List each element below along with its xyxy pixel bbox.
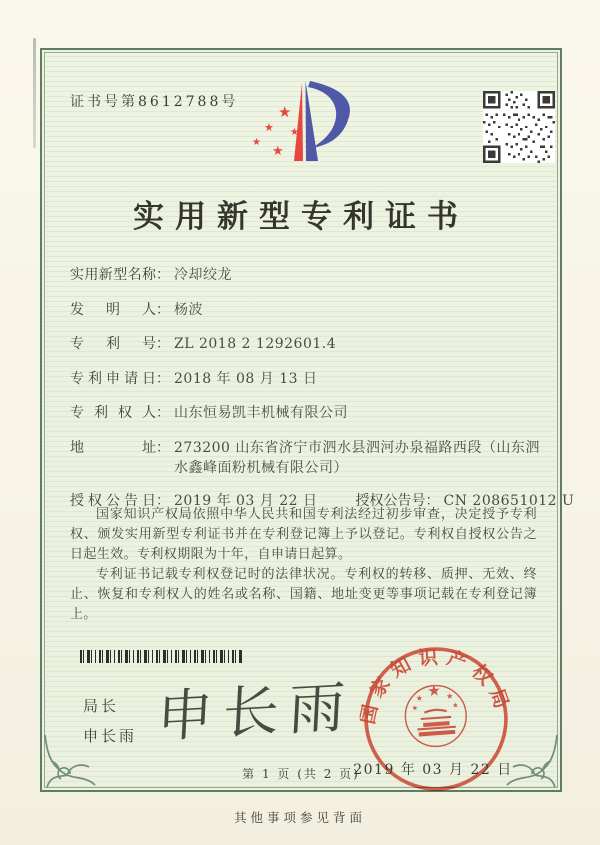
barcode [80,650,242,663]
field-label: 专利申请日 [70,370,156,387]
field-row-address [70,438,540,478]
colon: ： [156,267,170,283]
field-value: 冷却绞龙 [174,267,232,283]
colon: ： [156,439,170,456]
logo-star: ★ [252,137,261,148]
svg-text:★: ★ [445,690,454,701]
colon: ： [156,336,170,352]
logo-star: ★ [278,103,292,121]
national-emblem-icon [403,680,468,749]
field-label: 授权公告日 [70,493,156,509]
colon: ： [156,493,170,509]
colon: ： [156,405,170,421]
seal-org-text: 国家知识产权局 [355,645,516,727]
logo-star: ★ [272,144,284,159]
scan-edge-artifact [33,38,36,148]
field-value: 2019 年 03 月 22 日 [174,493,318,509]
field-value: 山东恒易凯丰机械有限公司 [174,405,348,421]
logo-star: ★ [264,121,274,134]
svg-text:★: ★ [451,700,459,710]
certificate-title: 实用新型专利证书 [133,199,469,235]
field-value: 2018 年 08 月 13 日 [174,370,318,387]
field-value-address [174,438,540,478]
reverse-side-note: 其他事项参见背面 [233,810,366,825]
field-value: ZL 2018 2 1292601.4 [174,336,337,352]
signatory-name: 申长雨 [83,727,138,745]
field-label: 授权公告号 [355,493,426,509]
field-value: CN 208651012 U [443,493,575,509]
field-label: 发明人 [70,301,156,318]
certificate-body [44,52,575,788]
svg-text:★: ★ [415,692,424,704]
field-value: 杨波 [174,301,203,318]
legal-paragraph-2: 专利证书记载专利权登记时的法律状况。专利权的转移、质押、无效、终止、恢复和专利权人的姓名或名称、国籍、地址变更等事项记载在专利登记簿上。 [70,567,537,622]
logo-star: ★ [290,127,299,138]
field-row-filing-date [70,369,537,390]
field-row-patentee [70,403,537,424]
qr-code [483,91,555,163]
svg-text:★: ★ [426,681,442,701]
colon: ： [156,370,170,387]
address-line-1: 273200 山东省济宁市泗水县泗河办泉福路西段（山东泗 [174,439,540,456]
address-line-2: 水鑫峰面粉机械有限公司） [174,459,348,476]
svg-text:★: ★ [411,703,419,713]
cnipa-logo-icon [238,65,374,181]
legal-paragraph-1: 国家知识产权局依照中华人民共和国专利法经过初步审查，决定授予专利权、颁发实用新型专利证书并在专利登记簿上予以登记。专利权自授权公告之日起生效。专利权期限为十年，自申请日起算。 [70,507,537,562]
seal-date: 2019 年 03 月 22 日 [353,762,513,778]
certificate-number: 证书号第8612788号 [70,94,239,110]
field-label: 实用新型名称 [70,267,156,283]
director-signature: 申长雨 [155,674,357,751]
field-row-inventor [70,300,537,321]
page-indicator: 第 1 页 (共 2 页) [242,767,360,781]
field-row-patent-no [70,334,537,355]
field-list [70,265,575,526]
field-label: 专利号 [70,336,156,352]
colon: ： [156,301,170,318]
field-label: 地址 [70,439,156,456]
corner-flourish-icon [37,733,99,795]
colon: ： [425,493,440,509]
field-label: 专利权人 [70,405,156,421]
signatory-title: 局长 [83,697,120,715]
legal-text [70,505,537,625]
certificate-frame [40,48,575,792]
field-row-name [70,265,537,286]
